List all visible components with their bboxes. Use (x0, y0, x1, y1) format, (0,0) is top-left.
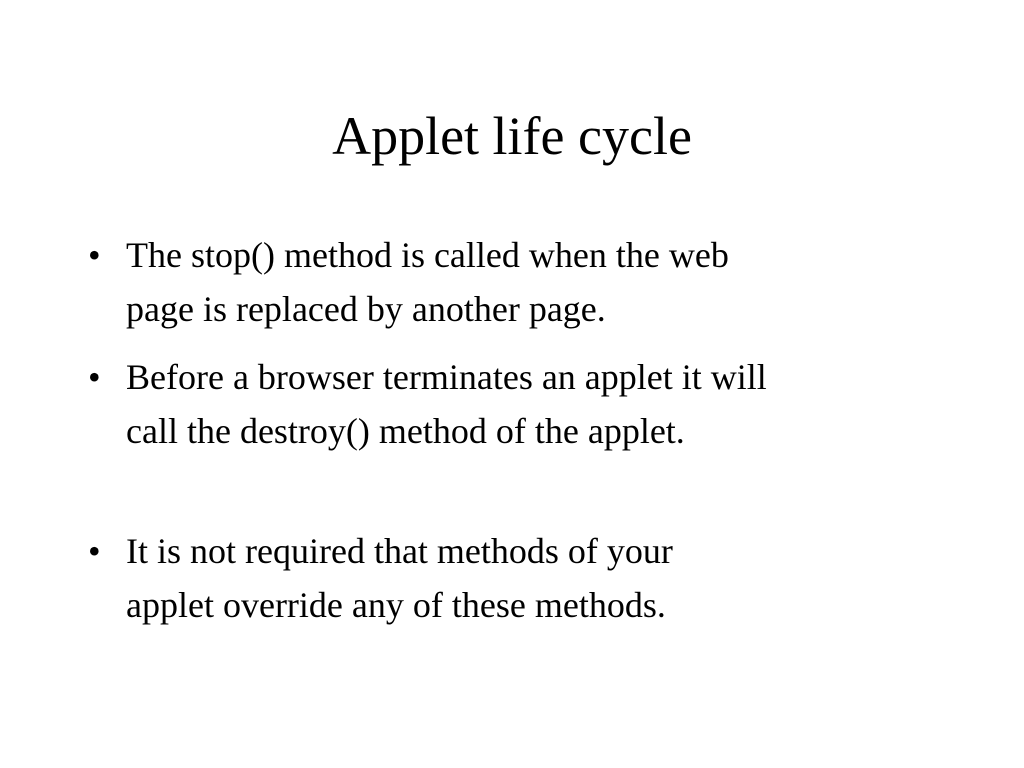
bullet-line: It is not required that methods of your (126, 531, 673, 571)
bullet-line: Before a browser terminates an applet it will (126, 357, 767, 397)
bullet-list (88, 228, 968, 646)
bullet-line: The stop() method is called when the web (126, 235, 729, 275)
bullet-marker: • (88, 235, 101, 275)
bullet-item (88, 350, 968, 458)
slide-title: Applet life cycle (332, 106, 692, 166)
bullet-marker: • (88, 531, 101, 571)
bullet-text (126, 228, 968, 336)
bullet-line: call the destroy() method of the applet. (126, 411, 685, 451)
bullet-line: applet override any of these methods. (126, 585, 666, 625)
bullet-line: page is replaced by another page. (126, 289, 606, 329)
bullet-marker: • (88, 357, 101, 397)
bullet-item (88, 228, 968, 336)
bullet-text (126, 350, 968, 458)
bullet-text (126, 524, 968, 632)
bullet-item (88, 524, 968, 632)
